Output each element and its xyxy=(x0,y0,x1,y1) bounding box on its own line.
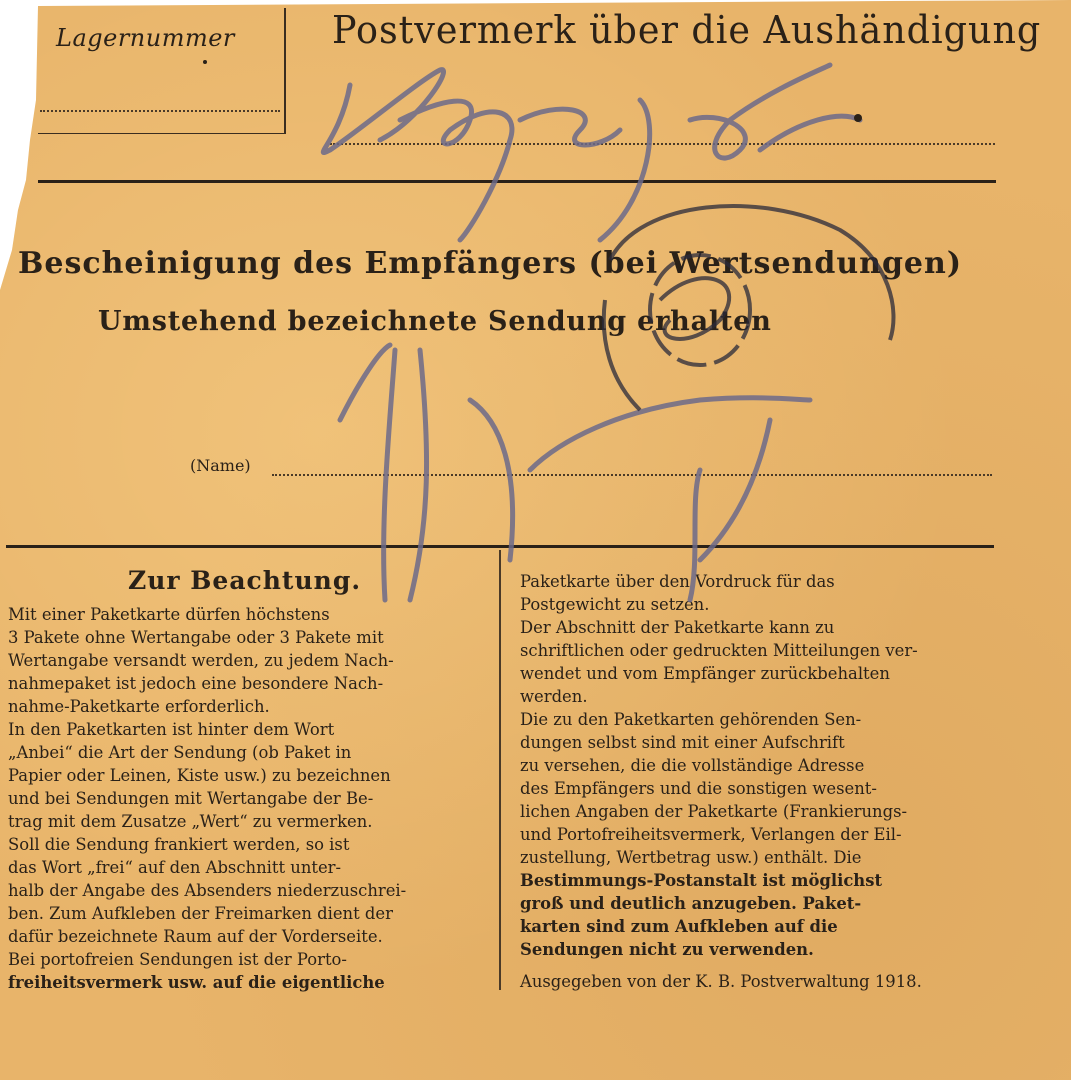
notes-right-line: dungen selbst sind mit einer Aufschrift xyxy=(520,733,845,752)
notes-left-line: halb der Angabe des Absenders niederzuschrei- xyxy=(8,881,407,900)
notes-right-line: zu versehen, die die vollständige Adresse xyxy=(520,756,865,775)
notes-right-line: schriftlichen oder gedruckten Mitteilungen ver- xyxy=(520,641,918,660)
notes-right-line: groß und deutlich anzugeben. Paket- xyxy=(520,894,862,913)
notes-left-line: 3 Pakete ohne Wertangabe oder 3 Pakete mit xyxy=(8,628,384,647)
notes-right-line: karten sind zum Aufkleben auf die xyxy=(520,917,838,936)
notes-left-line: Mit einer Paketkarte dürfen höchstens xyxy=(8,605,330,624)
notes-right-line: und Portofreiheitsvermerk, Verlangen der Eil- xyxy=(520,825,902,844)
receipt-heading: Bescheinigung des Empfängers (bei Wertsendungen) xyxy=(18,246,963,281)
notes-left-line: das Wort „frei“ auf den Abschnitt unter- xyxy=(8,858,342,877)
issuer-footer: Ausgegeben von der K. B. Postverwaltung 1918. xyxy=(520,972,922,991)
notes-left-line: freiheitsvermerk usw. auf die eigentliche xyxy=(8,973,385,992)
notes-left-line: In den Paketkarten ist hinter dem Wort xyxy=(8,720,335,739)
column-divider xyxy=(499,550,501,990)
name-dotted-line xyxy=(272,474,992,476)
notes-right-line: wendet und vom Empfänger zurückbehalten xyxy=(520,664,890,683)
notes-left-line: und bei Sendungen mit Wertangabe der Be- xyxy=(8,789,374,808)
receipt-subheading: Umstehend bezeichnete Sendung erhalten xyxy=(98,306,772,337)
notes-right-line: Postgewicht zu setzen. xyxy=(520,595,710,614)
notes-left-line: nahme-Paketkarte erforderlich. xyxy=(8,697,270,716)
lager-dotted-line xyxy=(40,110,280,112)
notes-left-line: dafür bezeichnete Raum auf der Vorderseite. xyxy=(8,927,383,946)
notes-right-line: Die zu den Paketkarten gehörenden Sen- xyxy=(520,710,862,729)
header-title: Postvermerk über die Aushändigung xyxy=(332,8,1042,52)
notes-right-line: Der Abschnitt der Paketkarte kann zu xyxy=(520,618,835,637)
lager-label: Lagernummer xyxy=(56,24,235,52)
notes-right-line: Bestimmungs-Postanstalt ist möglichst xyxy=(520,871,883,890)
notes-left-column xyxy=(8,603,486,994)
notes-left-line: Wertangabe versandt werden, zu jedem Nach- xyxy=(8,651,394,670)
notes-right-line: Paketkarte über den Vordruck für das xyxy=(520,572,835,591)
notes-left-line: „Anbei“ die Art der Sendung (ob Paket in xyxy=(8,743,352,762)
notes-heading: Zur Beachtung. xyxy=(128,566,362,595)
name-label: (Name) xyxy=(190,456,251,475)
notes-right-line: lichen Angaben der Paketkarte (Frankierungs- xyxy=(520,802,908,821)
notes-right-line: werden. xyxy=(520,687,588,706)
middle-rule xyxy=(6,545,994,548)
notes-left-line: ben. Zum Aufkleben der Freimarken dient der xyxy=(8,904,393,923)
notes-left-line: trag mit dem Zusatze „Wert“ zu vermerken. xyxy=(8,812,373,831)
notes-left-line: nahmepaket ist jedoch eine besondere Nach- xyxy=(8,674,384,693)
notes-right-line: zustellung, Wertbetrag usw.) enthält. Die xyxy=(520,848,862,867)
notes-left-line: Papier oder Leinen, Kiste usw.) zu bezeichnen xyxy=(8,766,391,785)
notes-left-line: Bei portofreien Sendungen ist der Porto- xyxy=(8,950,347,969)
signature-dotted-line xyxy=(330,143,995,145)
notes-right-line: des Empfängers und die sonstigen wesent- xyxy=(520,779,877,798)
notes-right-column xyxy=(520,570,990,961)
notes-right-line: Sendungen nicht zu verwenden. xyxy=(520,940,814,959)
lager-dot xyxy=(203,60,207,64)
notes-left-line: Soll die Sendung frankiert werden, so ist xyxy=(8,835,350,854)
top-rule xyxy=(38,180,996,183)
